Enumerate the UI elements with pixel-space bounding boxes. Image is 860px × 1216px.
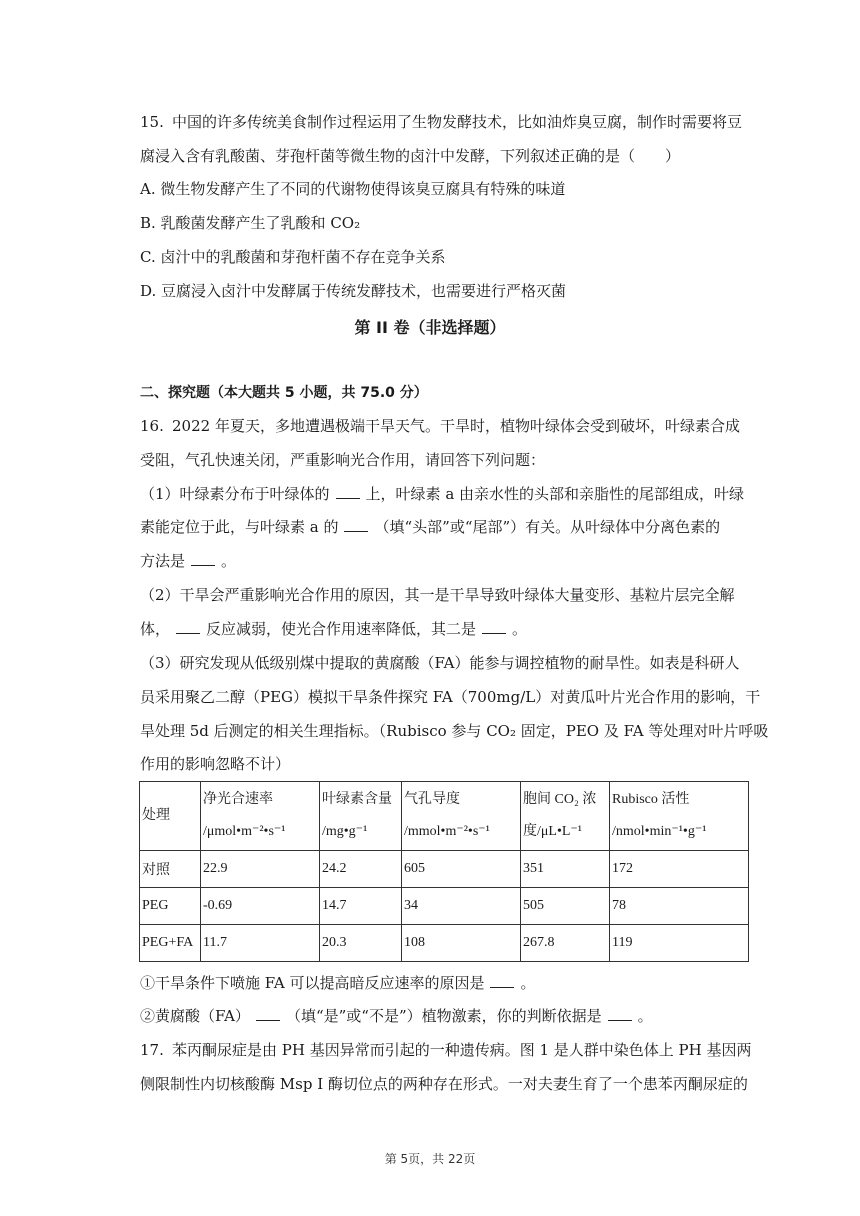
q16-sub2: ②黄腐酸（FA） （填“是”或“不是”）植物激素，你的判断依据是 。	[140, 1007, 653, 1025]
q16-part3-line4: 作用的影响忽略不计）	[140, 755, 291, 773]
q16-line1: 16. 2022 年夏天，多地遭遇极端干旱天气。干旱时，植物叶绿体会受到破坏，叶绿素合成	[140, 417, 740, 435]
q15-stem-line1: 15. 中国的许多传统美食制作过程运用了生物发酵技术，比如油炸臭豆腐，制作时需要将豆	[140, 113, 743, 131]
header-cell: 胞间 CO₂ 浓 度/μL•L⁻¹	[521, 782, 610, 851]
answer-blank[interactable]	[608, 1006, 632, 1021]
header-cell: 处理	[140, 782, 201, 851]
q16-part1-line1: （1）叶绿素分布于叶绿体的 上，叶绿素 a 由亲水性的头部和亲脂性的尾部组成，叶绿	[140, 485, 745, 503]
q17-line1: 17. 苯丙酮尿症是由 PH 基因异常而引起的一种遗传病。图 1 是人群中染色体上 PH 基因两	[140, 1041, 752, 1059]
q17-number: 17.	[140, 1041, 164, 1059]
q16-part3-line1: （3）研究发现从低级别煤中提取的黄腐酸（FA）能参与调控植物的耐旱性。如表是科研人	[140, 654, 740, 672]
answer-blank[interactable]	[482, 619, 506, 634]
q16-part3-line2: 员采用聚乙二醇（PEG）模拟干旱条件探究 FA（700mg/L）对黄瓜叶片光合作用的影响，干	[140, 688, 761, 706]
q16-part2-line2: 体， 反应减弱，使光合作用速率降低，其二是 。	[140, 620, 528, 638]
header-cell: 净光合速率 /μmol•m⁻²•s⁻¹	[201, 782, 320, 851]
answer-blank[interactable]	[336, 484, 360, 499]
q16-part2-line1: （2）干旱会严重影响光合作用的原因，其一是干旱导致叶绿体大量变形、基粒片层完全解	[140, 586, 735, 604]
q17-line2: 侧限制性内切核酸酶 Msp I 酶切位点的两种存在形式。一对夫妻生育了一个患苯丙酮尿症的	[140, 1075, 748, 1093]
q16-part3-line3: 旱处理 5d 后测定的相关生理指标。（Rubisco 参与 CO₂ 固定，PEO 及 FA 等处理对叶片呼吸	[140, 722, 769, 740]
q15-number: 15.	[140, 113, 164, 131]
q15-option-a: A. 微生物发酵产生了不同的代谢物使得该臭豆腐具有特殊的味道	[140, 180, 566, 198]
answer-blank[interactable]	[191, 551, 215, 566]
answer-blank[interactable]	[256, 1006, 280, 1021]
q16-sub1: ①干旱条件下喷施 FA 可以提高暗反应速率的原因是 。	[140, 974, 536, 992]
answer-blank[interactable]	[176, 619, 200, 634]
table-row: PEG+FA 11.7 20.3 108 267.8 119	[140, 925, 749, 962]
q15-stem-line2: 腐浸入含有乳酸菌、芽孢杆菌等微生物的卤汁中发酵，下列叙述正确的是（ ）	[140, 147, 681, 165]
photosynthesis-table	[139, 781, 749, 962]
header-cell: 叶绿素含量 /mg•g⁻¹	[320, 782, 402, 851]
q16-part1-line3: 方法是 。	[140, 552, 237, 570]
q16-number: 16.	[140, 417, 164, 435]
header-cell: 气孔导度 /mmol•m⁻²•s⁻¹	[402, 782, 521, 851]
answer-blank[interactable]	[490, 973, 514, 988]
answer-blank[interactable]	[344, 517, 368, 532]
header-cell: Rubisco 活性 /nmol•min⁻¹•g⁻¹	[610, 782, 749, 851]
part2-title: 第 II 卷（非选择题）	[354, 318, 506, 337]
q16-line2: 受阻，气孔快速关闭，严重影响光合作用，请回答下列问题：	[140, 451, 546, 469]
q15-option-c: C. 卤汁中的乳酸菌和芽孢杆菌不存在竞争关系	[140, 248, 446, 266]
section2-heading: 二、探究题（本大题共 5 小题，共 75.0 分）	[140, 385, 428, 401]
table-header-row	[140, 782, 749, 851]
q15-option-d: D. 豆腐浸入卤汁中发酵属于传统发酵技术，也需要进行严格灭菌	[140, 282, 567, 300]
q16-part1-line2: 素能定位于此，与叶绿素 a 的 （填“头部”或“尾部”）有关。从叶绿体中分离色素的	[140, 518, 721, 536]
page-footer: 第 5页，共 22页	[384, 1152, 476, 1166]
table-row: PEG -0.69 14.7 34 505 78	[140, 888, 749, 925]
table-row: 对照 22.9 24.2 605 351 172	[140, 851, 749, 888]
q15-option-b: B. 乳酸菌发酵产生了乳酸和 CO₂	[140, 214, 361, 232]
